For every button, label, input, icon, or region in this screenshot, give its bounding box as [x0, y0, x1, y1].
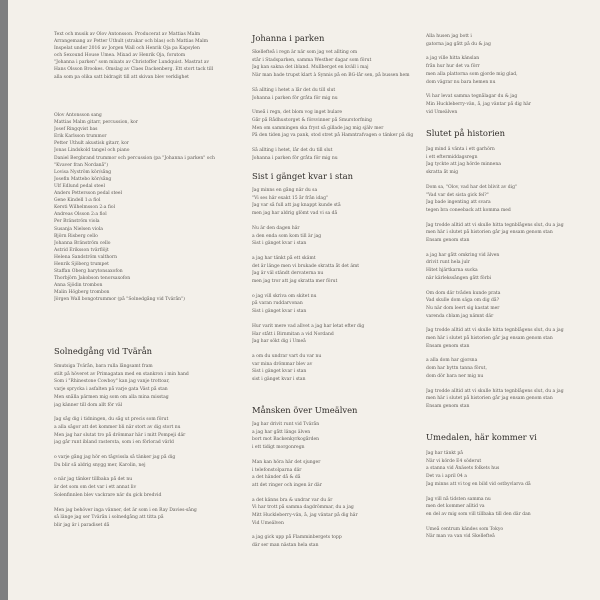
lyric-line: Det va i april 04 a [426, 474, 467, 480]
lyric-line: Johanna i parken för gråta för mig nu [252, 155, 338, 161]
lyric-line: varenda cblam jag nämnt där [426, 313, 494, 319]
lyric-line: varje sprycka i asfalten på varje gata Väst på stan [54, 387, 168, 393]
stanza-gap [426, 283, 596, 290]
lyric-line: Inspelat under 2016 av Jorgen Wall och Henrik Oja pa Kapsylen [54, 46, 200, 52]
musician-credit: Henrik Sjöberg trumpet [54, 261, 109, 267]
lyric-line: Mitt Huckleberry-vän, å, jag väntar på dig här [252, 513, 358, 519]
lyric-line: o varje gång jag hör en tågvissla så tänker jag på dig [54, 455, 176, 461]
lyric-line: Umeå i regn, det blom vog inget bulare [252, 110, 343, 116]
musician-credit: Lovisa Nyström kör/sång [54, 169, 112, 175]
lyric-line: a det händer då & då [252, 475, 301, 481]
lyric-line: Arrangemang av Petter Uthult (strakar och blas) och Mattias Malm [54, 39, 208, 45]
lyric-line: Jag är väl ständt dervaterna nu [252, 271, 324, 277]
lyric-line: gatorna jag gått på du & jag [426, 41, 491, 47]
stanza-gap [252, 316, 422, 323]
lyric-line: Sist i gänget kvar i stan [252, 241, 307, 247]
lyric-line: står i Stadsparken, samma Westher dagar som förut [252, 57, 372, 63]
song-lyrics [426, 450, 596, 541]
musician-credit: Malin Högberg trombon [54, 290, 110, 296]
stanza-gap [426, 215, 596, 222]
stanza-gap [252, 102, 422, 109]
lyric-line: Har stått i Birnmitan a vid Nordand [252, 331, 334, 337]
lyric-line: "Johanna i parken" som mixats av Christoffer Lundquist. Mastrat av [54, 60, 210, 66]
lyric-line: a jag har gått längs älven [252, 429, 311, 435]
lyric-line: en del av mig som vill tillbaka till den där dan [426, 511, 531, 517]
stanza-gap [54, 500, 250, 507]
musician-credit: Josefin Mattebo kör/sång [54, 176, 112, 182]
lyric-line: Solenfinnlen blev vackrare när du gick bredvid [54, 492, 162, 498]
lyric-line: Men jag behöver inga vänner, det är som i en Ray Davies-sång [54, 507, 197, 513]
musician-credit: Jonas Lindskold tangel och piano [54, 148, 130, 154]
song-lyrics [252, 187, 422, 384]
lyric-line: a jag har gått omkring vid älven [426, 252, 500, 258]
song-title: Umedalen, här kommer vi [426, 432, 537, 442]
lyric-line: a den enda som kom till är jag [252, 233, 322, 239]
lyric-line: a det känns bra & undrar var du är [252, 497, 333, 503]
song-lyrics [252, 49, 422, 162]
lyric-line: Ensam genom stan [426, 238, 470, 244]
song-title: Månsken över Umeälven [252, 405, 358, 415]
lyric-line: jag går runt ibland rastersta, som i en förlorad värld [54, 440, 174, 446]
lyric-line: det är länge men vi brukade skratta åt det ämt [252, 263, 360, 269]
lyric-line: och Sexound House Umea. Mixad av Henrik Oja, forutom [54, 53, 186, 59]
musician-credit: Thorbjörn Jakobson tenorsaxofon [54, 276, 131, 282]
stanza-gap [426, 48, 596, 55]
stanza-gap [426, 489, 596, 496]
lyric-line: Vad skulle dom säga om dig då? [426, 298, 500, 304]
lyric-line: från hur hur det va förr [426, 64, 480, 70]
stanza-gap [252, 218, 422, 225]
lyric-line: Jag minns att vi tog en bild vid ostbyvlarva då [426, 481, 531, 487]
stanza-gap [426, 381, 596, 388]
lyric-line: är det som om det var i ett annat liv [54, 485, 137, 491]
lyric-line: Jag vill nå tidsten samma nu [426, 496, 491, 502]
lyric-line: Jag var så full att jag knappt kunde stå [252, 203, 341, 209]
lyric-line: När man bade trupst klart à Synnis på en BG-lår sen, på bussen hem [252, 73, 410, 79]
lyric-line: men alla plattorna som gjorde mig glad, [426, 71, 518, 77]
lyric-line: Du blir så aldrig snygg mer, Karolin, nej [54, 462, 146, 468]
lyric-line: Så allting i hetet a lår det du till slut [252, 87, 336, 93]
lyric-line: blir jag är i paradiset då [54, 522, 110, 528]
lyric-line: tegen bra coneeback att komma med [426, 207, 511, 213]
musician-credit: Erik Karlsson trummor [54, 134, 107, 140]
musician-credit: Anna Sjödin trombon [54, 283, 103, 289]
lyric-line: a jag gick upp på Flamminbergets topp [252, 535, 342, 541]
stanza-gap [252, 80, 422, 87]
musician-credit: Johanna Bränström cello [54, 240, 111, 246]
lyric-line: bort mot Backenkyrkogården [252, 437, 320, 443]
song-mansken-continued [426, 33, 596, 116]
musician-credit: Mattias Malm gitarr, percussion, kor [54, 120, 138, 126]
musician-credit: Björn Risberg cello [54, 233, 98, 239]
musician-list [54, 112, 250, 304]
musician-credit: Staffan Öberg barytonsaxofon [54, 269, 123, 275]
lyric-line: Smutsiga Tvärån, bara rulla långsamt fram [54, 364, 153, 369]
stanza-gap [426, 86, 596, 93]
lyric-line: sist i gänget kvar i stan [252, 377, 306, 383]
lyric-line: Nu när dom leert sig kastat mer [426, 305, 500, 311]
musician-credit: Susanja Nielsen viola [54, 226, 103, 232]
lyric-line: Går på Rådhustorget & försvinner på Smurstorfning [252, 117, 372, 123]
lyric-line: Jag mind ä vänta i ett garhörn [426, 147, 495, 152]
lyric-line: Jag har drivit runt vid Tvärån [252, 422, 320, 427]
song-title: Slutet på historien [426, 128, 505, 138]
lyric-line: Min Huckleberry-vän, å, jag väntar på dig här [426, 101, 531, 107]
song-lyrics [426, 33, 596, 116]
stanza-gap [426, 177, 596, 184]
lyric-line: o när jag tänker tillbaka på det nu [54, 477, 133, 483]
lyric-line: a alla dom har gjorsna [426, 358, 478, 364]
lyric-line: Ensam genom stan [426, 343, 470, 349]
song-slutet [426, 128, 596, 411]
stanza-gap [54, 469, 250, 476]
stanza-gap [426, 245, 596, 252]
stanza-gap [252, 346, 422, 353]
lyric-line: "Vad var det sista gick fel?" [426, 192, 489, 198]
lyric-line: "Vi ses här exakt 15 år från idag" [252, 195, 329, 201]
lyric-line: Om dom där tvåden kunde prata [426, 290, 501, 296]
lyric-line: där ser man nästan hela stan [252, 543, 319, 549]
song-lyrics [54, 363, 250, 530]
musician-credit: Petter Uthult akustisk gitarr, kor [54, 141, 129, 147]
lyric-line: men här i slutet på historien går jag ensam genom stan [426, 396, 553, 402]
lyric-line: På den tiden jag va pank, stod stret på Hamntrafvagen o tänker på dig [252, 133, 414, 139]
song-sist [252, 171, 422, 384]
lyric-line: dom har byttn tanna förut, [426, 366, 487, 372]
musician-credit: Kersti Wilhelmsson 2:a fiol [54, 205, 116, 211]
lyric-line: Vid Umeälven [252, 520, 284, 526]
lyric-line: När man va van vid Skellefteå [426, 534, 495, 540]
lyric-line: alla som pa olika satt bidragit till att skivan blev verklighet [54, 74, 189, 80]
lyric-line: Men jag har slutat tro på drömmar här i mitt Pompeji där [54, 432, 186, 438]
lyric-line: Alla husen jag bott i [426, 34, 472, 39]
song-johanna [252, 33, 422, 162]
stanza-gap [252, 286, 422, 293]
lyric-line: men här i slutet på historien går jag ensam genom stan [426, 230, 553, 236]
lyric-line: skratta åt mig [426, 170, 459, 176]
lyric-line: Jag bade ingenting att svara [426, 200, 491, 206]
stanza-gap [252, 490, 422, 497]
lyric-line: i telefonstolparna där [252, 467, 302, 473]
song-solnedgang [54, 346, 250, 530]
lyric-line: När vi körde E4 söderut [426, 458, 482, 464]
lyric-line: a stanna vid Ånäsets folkets hus [426, 466, 500, 472]
lyric-line: Dom sa, "Olov, vad har det blivit av dig" [426, 184, 518, 190]
musician-credit: "Kvaver fran Nordanå") [54, 162, 109, 168]
lyric-line: i ett eftermiddagsregn [426, 154, 478, 160]
stanza-gap [426, 320, 596, 327]
lyric-line: Jag såg dig i tidningen, du såg ut precis som förut [54, 417, 169, 423]
stanza-gap [54, 409, 250, 416]
lyric-line: på varan ruddarvonan [252, 301, 303, 307]
lyric-line: Johanna i parken för gråta för mig nu [252, 95, 338, 101]
lyric-line: Jag trodde alltid att vi skulle hitta tegnblågens slut, du a jag [426, 328, 564, 334]
song-title: Sist i gänget kvar i stan [252, 171, 354, 181]
lyric-line: Umeå centrum kändes som Tokyo [426, 526, 504, 532]
lyric-line: när kärlekssången gått förbi [426, 275, 492, 281]
lyric-line: stilt på höveret av Primagatan med en stankron i min hand [54, 371, 189, 377]
musician-credit: Astrid Eriksson tvärflöjt [54, 247, 109, 253]
musician-credit: Andreas Olsson 2:a fiol [54, 212, 107, 218]
musician-credit: Per Bränström viola [54, 219, 100, 225]
musician-credit: Helena Sandström valthorn [54, 254, 118, 260]
lyric-line: a jag har tänkt på ett skämt [252, 255, 316, 261]
lyric-line: a om du undrar vart du var nu [252, 353, 322, 359]
musician-credit: Ulf Edlund pedal steel [54, 183, 105, 189]
lyric-line: a jag ville hitta känslan [426, 56, 480, 62]
lyric-line: Nu är den dagen här [252, 225, 300, 231]
musician-credit: Jörgen Wall bongotrummor (på "Solnedgång vid Tvärån") [54, 297, 185, 303]
lyric-line: att det ringer och ingen är där [252, 482, 322, 488]
stanza-gap [426, 350, 596, 357]
musician-credit: Olov Antonsson sang [54, 113, 102, 118]
lyric-line: a alla sågor att det kommer bli när stort av dig stort nu [54, 424, 181, 430]
stanza-gap [54, 447, 250, 454]
lyric-line: Men om sammingen ska fryst så gillade jag mig själv mer [252, 125, 384, 131]
stanza-gap [252, 527, 422, 534]
lyric-line: Hitet hjärtkarna sucka [426, 268, 478, 274]
musician-credit: Anders Pettersson pedal steel [54, 191, 123, 197]
lyric-line: men här i slutet på historien går jag ensam genom stan [426, 336, 553, 342]
lyric-line: men jag har aldrig glömt vad vi sa då [252, 211, 338, 217]
lyric-line: dom vägrar nu bara hemen nu [426, 79, 496, 85]
lyric-line: Jag minns en gång när du sa [252, 188, 318, 193]
lyric-line: Text och musik av Olov Antonsson. Producerat av Mattias Malm [54, 32, 201, 37]
lyric-line: Som i "Rhinestone Cowboy" kan jag vanje trottoar, [54, 379, 170, 385]
lyric-line: Jag trodde alltid att vi skulle hitta tegnblågens slut, du a jag [426, 222, 564, 228]
lyric-line: Sist i gänget kvar i stan [252, 309, 307, 315]
song-mansken [252, 405, 422, 550]
song-umedalen [426, 432, 596, 541]
song-title: Johanna i parken [252, 33, 325, 43]
lyric-line: Jag trodde alltid att vi skulle hitta tegnblågens slut, du a jag [426, 388, 564, 394]
musician-credit: Gene Kindell 1:a fiol [54, 198, 101, 204]
lyric-line: Hur varit mere vad allvet a jag har letat efter dig [252, 323, 365, 329]
lyric-line: i ett tidigt morgonregn [252, 445, 305, 451]
stanza-gap [252, 248, 422, 255]
lyric-line: Sist i gänget kvar i stan [252, 369, 307, 375]
song-title: Solnedgång vid Tvärån [54, 346, 153, 356]
liner-notes-sheet [8, 0, 600, 600]
stanza-gap [252, 140, 422, 147]
lyric-line: Vi har levat samma tegnålagar du & jag [426, 94, 518, 100]
lyric-line: Jag har sökt dig i Umeå [252, 339, 306, 345]
lyric-line: Men snålla pärmen mig som om alla mina misstag [54, 394, 169, 400]
lyric-line: Hans Olsson Brookes. Omslag av Claes Dackenberg. Ett stort tack till [54, 67, 214, 73]
lyric-line: Skellefteå i regn är när som jag vet allting om [252, 50, 358, 55]
lyric-line: men det kommer alltid va [426, 504, 485, 510]
lyric-line: Jag tyckte att jag hörde minnena [426, 162, 501, 168]
lyric-line: Ensam genom stan [426, 403, 470, 409]
lyric-line: vid Umeälven [426, 109, 458, 115]
song-lyrics [252, 421, 422, 550]
lyric-line: men jag tror att jag skratta mer förut [252, 279, 338, 285]
musician-credit: Daniel Bergbrand trummor och percussion (pa "Johanna i parken" och [54, 155, 215, 161]
lyric-line: Vi har trott på samma dagdrömmar, du a jag [252, 505, 354, 511]
lyric-line: Så allting i hetet, lår det du till slut [252, 148, 333, 154]
song-lyrics [426, 146, 596, 411]
lyric-line: dom dör bara ner mig nu [426, 373, 484, 379]
lyric-line: var mina drömmar blev av [252, 361, 313, 367]
stanza-gap [252, 452, 422, 459]
lyric-line: Jag kan sakna det ibland. Mullberget en kväll i maj [252, 65, 369, 71]
credits-intro [54, 31, 250, 81]
musician-credit: Josef Ringqvist bas [54, 127, 98, 133]
lyric-line: jag känner till dom allt för väl [54, 402, 123, 408]
lyric-line: Man kan höra här det sjunger [252, 459, 321, 465]
lyric-line: drivit runt hela julr [426, 260, 470, 266]
stanza-gap [426, 519, 596, 526]
lyric-line: o jag vill skriva om skitet nu [252, 293, 317, 299]
lyric-line: Jag har tänkt på [426, 451, 463, 456]
lyric-line: så länge jag ser Tvärån i solnedgång att titta på [54, 515, 164, 521]
